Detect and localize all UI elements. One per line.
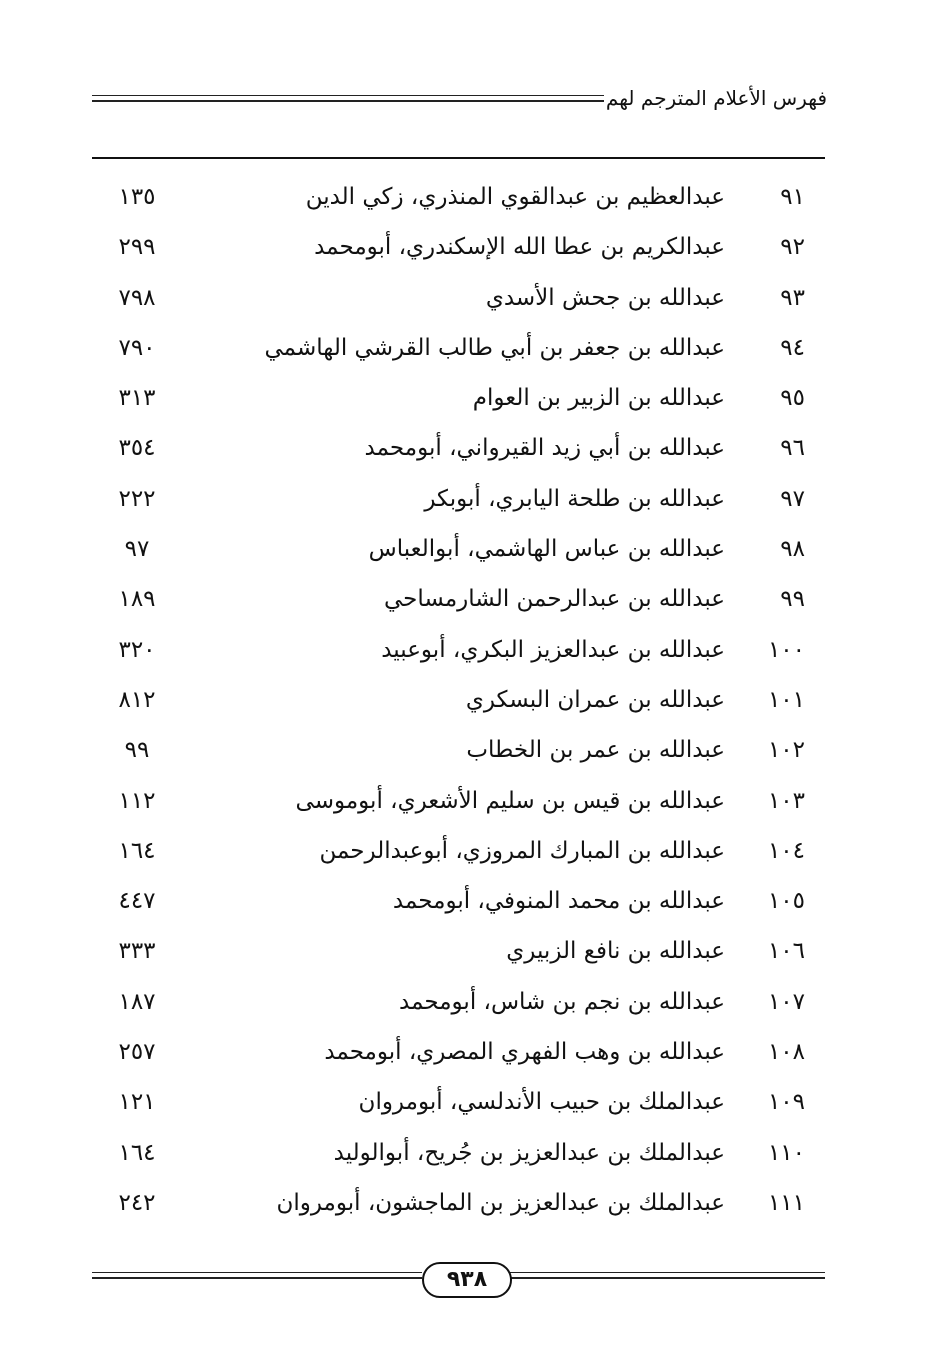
entry-page: ١٨٧ <box>118 988 156 1015</box>
entry-number: ١٠٧ <box>767 988 805 1015</box>
index-row <box>92 580 825 630</box>
entry-name: عبدالله بن عمران البسكري <box>465 686 725 713</box>
entry-name: عبدالله بن محمد المنوفي، أبومحمد <box>392 888 725 915</box>
index-row <box>92 932 825 982</box>
entry-page: ١٨٩ <box>118 586 156 613</box>
index-list <box>92 178 825 1234</box>
entry-number: ١٠٥ <box>767 888 805 915</box>
entry-page: ٧٩٨ <box>118 284 156 311</box>
index-row <box>92 1083 825 1133</box>
entry-number: ١٠٨ <box>767 1039 805 1066</box>
entry-name: عبدالله بن جحش الأسدي <box>485 284 725 311</box>
entry-name: عبدالكريم بن عطا الله الإسكندري، أبومحمد <box>314 234 725 261</box>
entry-number: ٩٤ <box>780 334 805 361</box>
entry-name: عبدالله بن عبدالعزيز البكري، أبوعبيد <box>381 636 725 663</box>
entry-page: ٩٧ <box>124 536 150 563</box>
entry-page: ١١٢ <box>118 787 156 814</box>
entry-number: ٩١ <box>780 184 805 210</box>
index-row <box>92 681 825 731</box>
entry-number: ٩٨ <box>780 536 805 563</box>
entry-name: عبدالله بن المبارك المروزي، أبوعبدالرحمن <box>319 837 725 864</box>
index-row <box>92 379 825 429</box>
footer-rule-right <box>505 1272 825 1273</box>
entry-page: ٧٩٠ <box>118 334 156 361</box>
entry-name: عبدالله بن وهب الفهري المصري، أبومحمد <box>324 1039 725 1066</box>
entry-number: ١٠٠ <box>767 636 805 663</box>
entry-page: ٢٤٢ <box>118 1189 156 1216</box>
entry-page: ١٦٤ <box>118 1139 156 1166</box>
entry-name: عبدالله بن نافع الزبيري <box>506 938 725 965</box>
entry-number: ١٠١ <box>767 686 805 713</box>
entry-page: ٢٢٢ <box>118 485 156 512</box>
entry-name: عبدالعظيم بن عبدالقوي المنذري، زكي الدين <box>305 184 725 210</box>
entry-number: ١١٠ <box>767 1139 805 1166</box>
entry-page: ١٦٤ <box>118 837 156 864</box>
index-row <box>92 782 825 832</box>
index-row <box>92 1184 825 1234</box>
entry-number: ١٠٩ <box>767 1089 805 1116</box>
entry-number: ٩٦ <box>780 435 805 462</box>
entry-page: ٣٣٣ <box>118 938 156 965</box>
entry-page: ١٢١ <box>118 1089 156 1116</box>
entry-name: عبدالله بن طلحة اليابري، أبوبكر <box>424 485 725 512</box>
entry-page: ٢٩٩ <box>118 234 156 261</box>
index-row <box>92 832 825 882</box>
entry-number: ٩٧ <box>780 485 805 512</box>
index-row <box>92 1134 825 1184</box>
page-number: ٩٣٨ <box>422 1262 512 1298</box>
index-row <box>92 178 825 228</box>
entry-name: عبدالله بن عباس الهاشمي، أبوالعباس <box>368 536 725 563</box>
entry-name: عبدالله بن جعفر بن أبي طالب القرشي الهاشمي <box>264 334 725 361</box>
entry-page: ٢٥٧ <box>118 1039 156 1066</box>
header-rule <box>92 157 825 159</box>
entry-name: عبدالله بن الزبير بن العوام <box>472 385 725 412</box>
entry-name: عبدالملك بن عبدالعزيز بن جُريح، أبوالوليد <box>333 1139 725 1166</box>
entry-number: ١٠٤ <box>767 837 805 864</box>
entry-number: ٩٩ <box>780 586 805 613</box>
entry-name: عبدالله بن عبدالرحمن الشارمساحي <box>383 586 725 613</box>
index-row <box>92 631 825 681</box>
index-row <box>92 228 825 278</box>
entry-page: ٤٤٧ <box>118 888 156 915</box>
entry-number: ١٠٣ <box>767 787 805 814</box>
entry-number: ١٠٢ <box>767 737 805 764</box>
index-row <box>92 1033 825 1083</box>
index-row <box>92 429 825 479</box>
index-row <box>92 279 825 329</box>
entry-page: ٣١٣ <box>118 385 156 412</box>
entry-number: ٩٥ <box>780 385 805 412</box>
entry-page: ١٣٥ <box>118 184 156 210</box>
index-row <box>92 480 825 530</box>
entry-name: عبدالله بن نجم بن شاس، أبومحمد <box>399 988 725 1015</box>
footer-rule-left <box>92 1272 422 1273</box>
entry-page: ٩٩ <box>124 737 150 764</box>
index-row <box>92 530 825 580</box>
entry-page: ٨١٢ <box>118 686 156 713</box>
entry-name: عبدالله بن أبي زيد القيرواني، أبومحمد <box>364 435 725 462</box>
page-footer <box>92 1262 825 1298</box>
index-row <box>92 731 825 781</box>
entry-page: ٣٥٤ <box>118 435 156 462</box>
index-row <box>92 329 825 379</box>
entry-page: ٣٢٠ <box>118 636 156 663</box>
entry-name: عبدالملك بن حبيب الأندلسي، أبومروان <box>358 1089 725 1116</box>
entry-number: ٩٢ <box>780 234 805 261</box>
index-row <box>92 882 825 932</box>
entry-number: ٩٣ <box>780 284 805 311</box>
header-title: فهرس الأعلام المترجم لهم <box>605 86 827 110</box>
header-double-rule <box>92 95 604 102</box>
entry-number: ١١١ <box>767 1189 805 1216</box>
entry-number: ١٠٦ <box>767 938 805 965</box>
entry-name: عبدالله بن عمر بن الخطاب <box>466 737 725 764</box>
entry-name: عبدالله بن قيس بن سليم الأشعري، أبوموسى <box>295 787 725 814</box>
entry-name: عبدالملك بن عبدالعزيز بن الماجشون، أبومروان <box>276 1189 725 1216</box>
index-row <box>92 983 825 1033</box>
